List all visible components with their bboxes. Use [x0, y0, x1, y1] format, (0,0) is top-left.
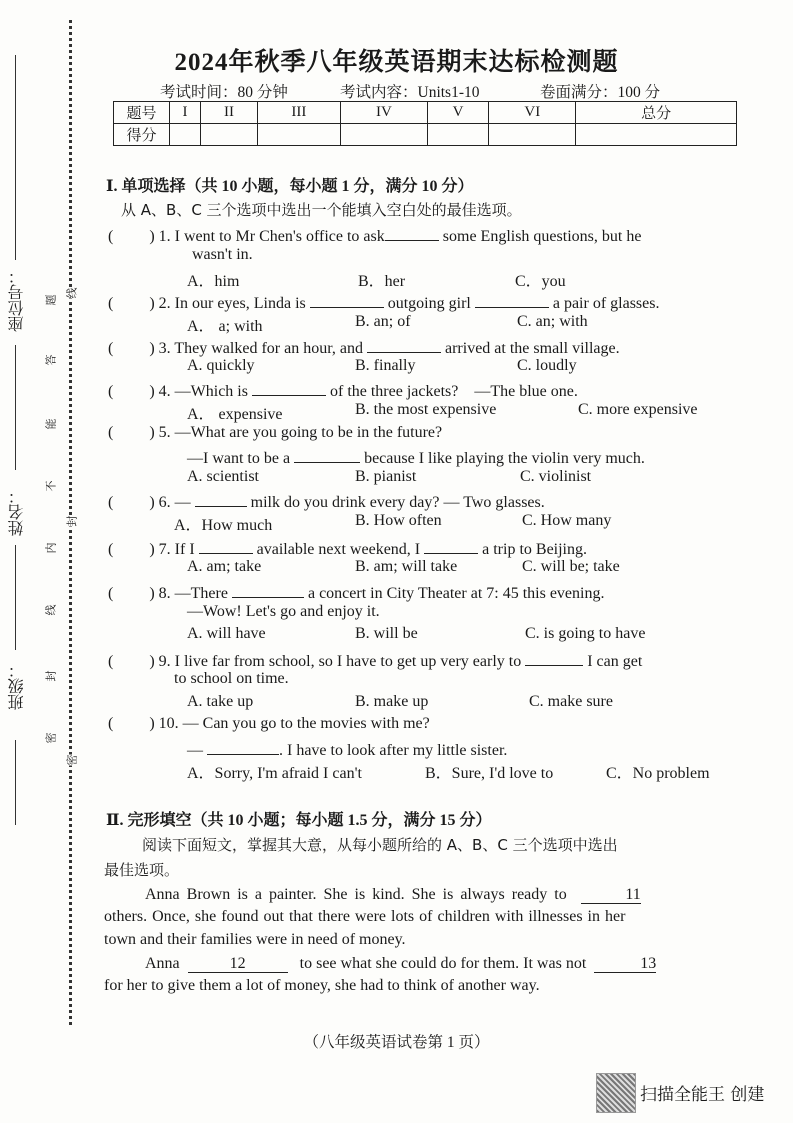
- option-a: A． a; with: [187, 318, 263, 335]
- section2-heading: Ⅱ. 完形填空（共 10 小题；每小题 1.5 分，满分 15 分）: [106, 812, 492, 829]
- option-b: B. finally: [355, 357, 416, 374]
- fill-blank[interactable]: [424, 536, 478, 554]
- option-c: C. will be; take: [522, 558, 620, 575]
- seal-char: 题: [44, 294, 58, 306]
- page-footer: （八年级英语试卷第 1 页）: [303, 1034, 490, 1051]
- option-c: C. loudly: [517, 357, 577, 374]
- passage-line: town and their families were in need of money.: [104, 931, 406, 948]
- score-row-label: 得分: [114, 124, 170, 146]
- seal-char-outer: 封: [65, 515, 79, 527]
- question-7: ( ) 7. If I available next weekend, I a trip to Beijing.: [108, 536, 587, 559]
- fill-blank[interactable]: [199, 536, 253, 554]
- question-10-cont: — . I have to look after my little sister.: [187, 737, 507, 760]
- fill-blank[interactable]: [385, 223, 439, 241]
- option-b: B．Sure, I'd love to: [425, 765, 554, 782]
- score-header-cell: 题号: [114, 102, 170, 124]
- section2-instruction-cont: 最佳选项。: [104, 861, 180, 879]
- option-c: C. more expensive: [578, 401, 698, 418]
- score-cell[interactable]: [489, 124, 576, 146]
- exam-score: 卷面满分：100 分: [540, 84, 661, 101]
- option-b: B. will be: [355, 625, 418, 642]
- name-underline: [15, 345, 16, 470]
- fill-blank[interactable]: [294, 445, 360, 463]
- seal-char: 封: [44, 670, 58, 682]
- question-5-cont: —I want to be a because I like playing the violin very much.: [187, 445, 645, 468]
- score-table-score-row: [114, 124, 737, 146]
- question-10: ( ) 10. — Can you go to the movies with me?: [108, 715, 430, 732]
- question-5: ( ) 5. —What are you going to be in the future?: [108, 424, 443, 441]
- option-c: C. How many: [522, 512, 612, 529]
- option-b: B. How often: [355, 512, 442, 529]
- question-4: ( ) 4. —Which is of the three jackets? —The blue one.: [108, 378, 578, 401]
- option-b: B. an; of: [355, 313, 411, 330]
- section2-instruction: 阅读下面短文，掌握其大意，从每小题所给的 A、B、C 三个选项中选出: [142, 836, 618, 854]
- score-header-cell: IV: [340, 102, 427, 124]
- option-b: B．her: [358, 273, 406, 290]
- section1-instruction: 从 A、B、C 三个选项中选出一个能填入空白处的最佳选项。: [121, 201, 522, 219]
- passage-line: Anna 12 to see what she could do for them. It was not 13: [145, 955, 657, 972]
- question-1-cont: wasn't in.: [192, 246, 253, 263]
- score-header-cell: VI: [489, 102, 576, 124]
- option-a: A. take up: [187, 693, 254, 710]
- seal-char-outer: 密: [65, 754, 79, 766]
- watermark-text: 扫描全能王 创建: [640, 1085, 765, 1105]
- score-cell[interactable]: [427, 124, 488, 146]
- seal-char: 能: [44, 418, 58, 430]
- qr-code-icon: [596, 1073, 636, 1113]
- seal-char: 答: [44, 354, 58, 366]
- option-a: A． expensive: [187, 406, 283, 423]
- seal-char: 线: [44, 604, 58, 616]
- score-header-cell: 总分: [576, 102, 737, 124]
- question-8: ( ) 8. —There a concert in City Theater at 7: 45 this evening.: [108, 580, 604, 603]
- question-8-cont: —Wow! Let's go and enjoy it.: [187, 603, 380, 620]
- seal-char: 不: [44, 480, 58, 492]
- question-6: ( ) 6. — milk do you drink every day? — Two glasses.: [108, 489, 545, 512]
- passage-line: Anna Brown is a painter. She is kind. She is always ready to 11: [145, 886, 641, 903]
- score-cell[interactable]: [201, 124, 258, 146]
- fill-blank[interactable]: [367, 335, 441, 353]
- score-header-cell: I: [170, 102, 201, 124]
- cloze-blank-13[interactable]: 13: [594, 955, 656, 973]
- fill-blank[interactable]: [475, 290, 549, 308]
- option-c: C. an; with: [517, 313, 588, 330]
- page-title: 2024年秋季八年级英语期末达标检测题: [174, 49, 619, 76]
- section1-heading: Ⅰ. 单项选择（共 10 小题，每小题 1 分，满分 10 分）: [106, 178, 474, 195]
- option-c: C．No problem: [606, 765, 710, 782]
- question-2: ( ) 2. In our eyes, Linda is outgoing girl a pair of glasses.: [108, 290, 659, 313]
- fill-blank[interactable]: [195, 489, 247, 507]
- option-a: A．How much: [174, 517, 273, 534]
- fill-blank[interactable]: [310, 290, 384, 308]
- score-cell[interactable]: [576, 124, 737, 146]
- fill-blank[interactable]: [525, 648, 583, 666]
- option-a: A. will have: [187, 625, 266, 642]
- score-cell[interactable]: [170, 124, 201, 146]
- class-label: 班级：: [7, 662, 26, 710]
- question-3: ( ) 3. They walked for an hour, and arrived at the small village.: [108, 335, 620, 358]
- seat-underline: [15, 55, 16, 260]
- question-9: ( ) 9. I live far from school, so I have to get up very early to I can get: [108, 648, 642, 671]
- class-underline-2: [15, 740, 16, 825]
- option-b: B. pianist: [355, 468, 417, 485]
- score-table-header-row: [114, 102, 737, 124]
- score-header-cell: V: [427, 102, 488, 124]
- option-a: A. scientist: [187, 468, 259, 485]
- option-a: A．him: [187, 273, 240, 290]
- option-b: B. am; will take: [355, 558, 458, 575]
- seal-char-outer: 线: [65, 287, 79, 299]
- cloze-blank-11[interactable]: 11: [581, 886, 641, 904]
- score-header-cell: III: [258, 102, 341, 124]
- seal-char: 内: [44, 542, 58, 554]
- score-header-cell: II: [201, 102, 258, 124]
- passage-line: for her to give them a lot of money, she had to think of another way.: [104, 977, 540, 994]
- cloze-blank-12[interactable]: 12: [188, 955, 288, 973]
- option-b: B. make up: [355, 693, 429, 710]
- option-a: A. quickly: [187, 357, 255, 374]
- option-a: A. am; take: [187, 558, 262, 575]
- option-c: C. violinist: [520, 468, 592, 485]
- exam-time: 考试时间：80 分钟: [160, 84, 288, 101]
- option-c: C．you: [515, 273, 566, 290]
- exam-content: 考试内容：Units1-10: [340, 84, 480, 101]
- passage-line: others. Once, she found out that there were lots of children with illnesses in her: [104, 908, 626, 925]
- option-a: A．Sorry, I'm afraid I can't: [187, 765, 362, 782]
- seal-char: 密: [44, 732, 58, 744]
- option-b: B. the most expensive: [355, 401, 497, 418]
- score-table: [113, 101, 737, 146]
- score-cell[interactable]: [340, 124, 427, 146]
- class-underline-1: [15, 545, 16, 650]
- option-c: C. make sure: [529, 693, 613, 710]
- fill-blank[interactable]: [252, 378, 326, 396]
- score-cell[interactable]: [258, 124, 341, 146]
- name-label: 姓名：: [7, 488, 26, 536]
- option-c: C. is going to have: [525, 625, 646, 642]
- fill-blank[interactable]: [232, 580, 304, 598]
- question-9-cont: to school on time.: [174, 670, 289, 687]
- question-1: ( ) 1. I went to Mr Chen's office to ask some English questions, but he: [108, 223, 641, 246]
- fill-blank[interactable]: [207, 737, 279, 755]
- seat-label: 座位号：: [7, 268, 26, 332]
